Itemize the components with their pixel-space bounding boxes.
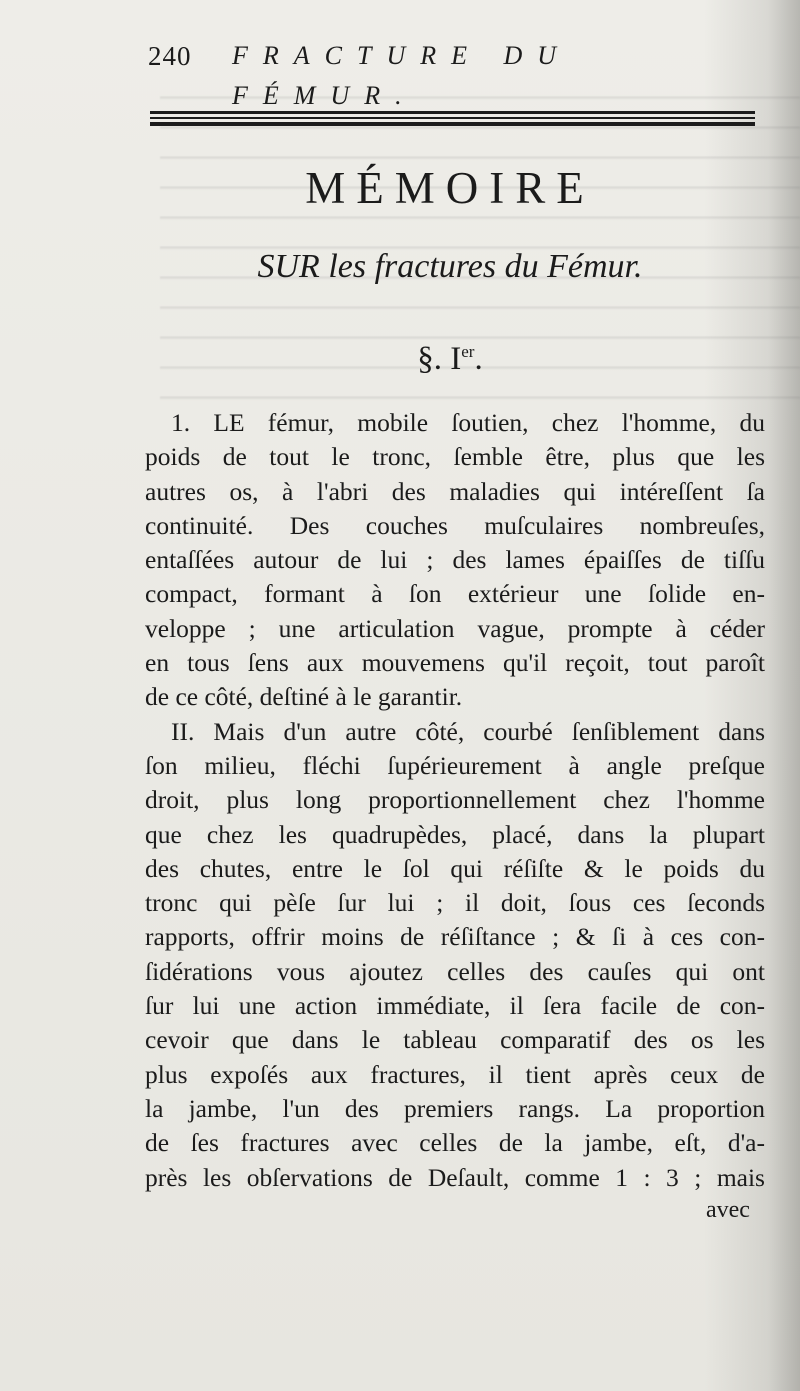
body-text	[145, 406, 765, 1195]
header-rule-top	[150, 111, 755, 114]
paragraph-1	[145, 406, 765, 715]
text-line: près les obſervations de Deſault, comme 1 : 3 ; mais	[145, 1162, 765, 1192]
running-head	[148, 36, 738, 110]
text-line: entaſſées autour de lui ; des lames épaiſſes de tiſſu	[145, 545, 765, 575]
memoir-subtitle: SUR les fractures du Fémur.	[257, 248, 643, 285]
text-line: ſon milieu, fléchi ſupérieurement à angle preſque	[145, 750, 765, 780]
header-rule-middle	[150, 117, 755, 119]
text-line: droit, plus long proportionnellement chez l'homme	[145, 785, 765, 815]
text-line: poids de tout le tronc, ſemble être, plus que les	[145, 442, 765, 472]
text-line: veloppe ; une articulation vague, prompte à céder	[145, 613, 765, 643]
text-line: compact, formant à ſon extérieur une ſolide en-	[145, 579, 765, 609]
text-line: de ſes fractures avec celles de la jambe, eſt, d'a-	[145, 1128, 765, 1158]
text-line: ſur lui une action immédiate, il ſera facile de con-	[145, 991, 765, 1021]
text-line: que chez les quadrupèdes, placé, dans la plupart	[145, 819, 765, 849]
running-title: FRACTURE DU FÉMUR.	[232, 41, 572, 110]
text-line: de ce côté, deſtiné à le garantir.	[145, 682, 463, 712]
section-heading	[150, 328, 750, 383]
section-suffix: er	[461, 342, 475, 361]
text-line: autres os, à l'abri des maladies qui intéreſſent ſa	[145, 476, 765, 506]
text-line: cevoir que dans le tableau comparatif des os les	[145, 1025, 765, 1055]
text-line: tronc qui pèſe ſur lui ; il doit, ſous ces ſeconds	[145, 888, 765, 918]
text-line: II. Mais d'un autre côté, courbé ſenſiblement dans	[171, 716, 765, 746]
catchword: avec	[706, 1197, 750, 1223]
page-number: 240	[148, 41, 192, 71]
header-rule-bottom	[150, 122, 755, 126]
text-line: 1. LE fémur, mobile ſoutien, chez l'homme, du	[171, 408, 765, 437]
memoir-title: MÉMOIRE	[305, 163, 595, 213]
text-line: rapports, offrir moins de réſiſtance ; & ſi à ces con-	[145, 922, 765, 952]
text-line: plus expoſés aux fractures, il tient après ceux de	[145, 1059, 765, 1089]
section-end: .	[474, 341, 483, 377]
paragraph-2	[145, 715, 765, 1195]
text-line: des chutes, entre le ſol qui réſiſte & le poids du	[145, 853, 765, 883]
text-line: la jambe, l'un des premiers rangs. La proportion	[145, 1093, 765, 1123]
text-line: en tous ſens aux mouvemens qu'il reçoit, tout paroît	[145, 648, 765, 678]
text-line: ſidérations vous ajoutez celles des cauſes qui ont	[145, 956, 765, 986]
text-line: continuité. Des couches muſculaires nombreuſes,	[145, 510, 765, 540]
section-label: §. I	[417, 341, 462, 377]
